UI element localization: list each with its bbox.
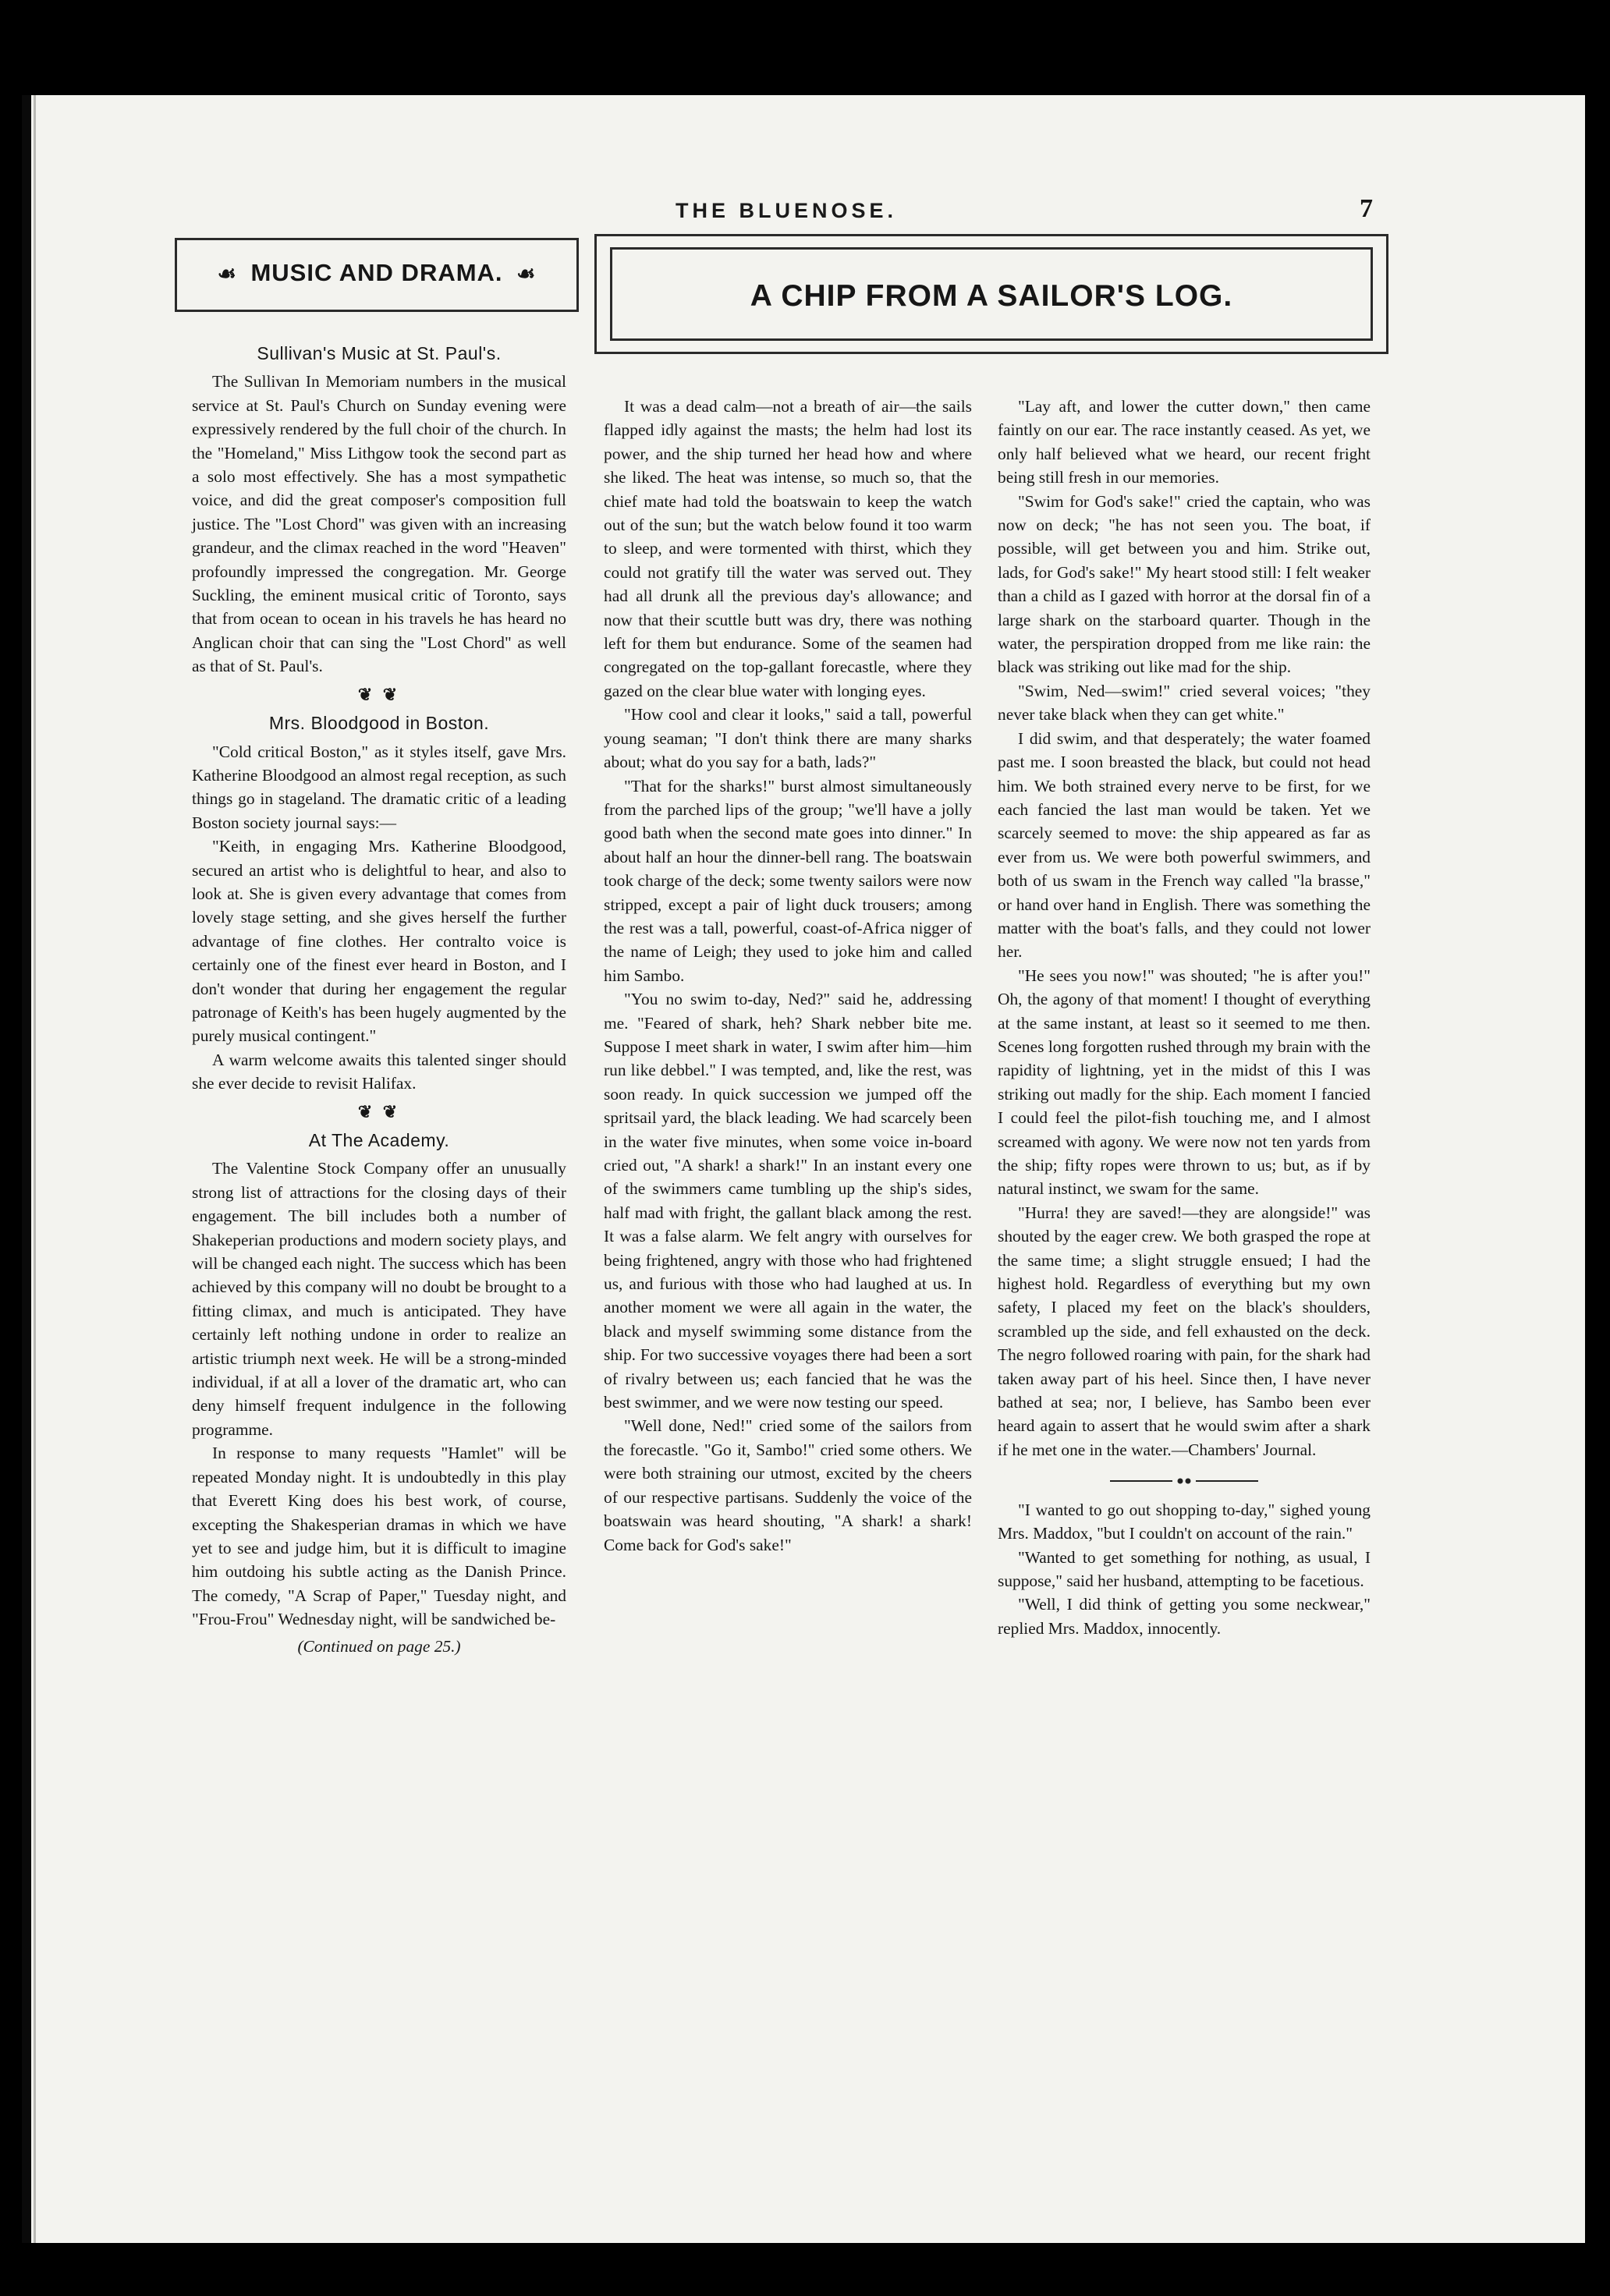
article-heading-bloodgood: Mrs. Bloodgood in Boston.	[268, 713, 490, 734]
anecdote-paragraph: "I wanted to go out shopping to-day," sighed young Mrs. Maddox, "but I couldn't on account of the rain."	[998, 1500, 1371, 1543]
article-paragraph: "Cold critical Boston," as it styles itself, gave Mrs. Katherine Bloodgood an almost regal reception, as such things go in stageland. The dramatic critic of a leading Boston society journal says:—	[192, 742, 566, 832]
story-paragraph: "You no swim to-day, Ned?" said he, addressing me. "Feared of shark, heh? Shark nebber bite me. Suppose I meet shark in water, I swim after him—him run like debbel." I was tempted, and, like the rest, was soon ready. In quick succession we jumped off the spritsail yard, the black leading. We had scarcely been in the water five minutes, when some voice in-board cried out, "A shark! a shark!" In an instant every one of the swimmers came tumbling up the ship's sides, half mad with fright, the gallant black among the rest. It was a false alarm. We felt angry with ourselves for being frightened, angry with those who had frightened us, and furious with those who had laughed at us. In another moment we were all again in the water, the black and myself swimming some distance from the ship. For two successive voyages there had been a sort of rivalry between us; each fancied that he was the best swimmer, and we were now testing our speed.	[604, 990, 972, 1412]
article-paragraph: The Sullivan In Memoriam numbers in the musical service at St. Paul's Church on Sunday evening were expressively rendered by the full choir of the church. In the "Homeland," Miss Lithgow took the second part as a solo most effectively. She has a most sympathetic voice, and did the great composer's composition full justice. The "Lost Chord" was given with an increasing grandeur, and the climax reached in the word "Heaven" profoundly impressed the congregation. Mr. George Suckling, the eminent musical critic of Toronto, says that from ocean to ocean in his travels he has heard no Anglican choir that can sing the "Lost Chord" as well as that of St. Paul's.	[192, 372, 566, 676]
story-paragraph: "How cool and clear it looks," said a tall, powerful young seaman; "I don't think there are many sharks about; what do you say for a bath, lads?"	[604, 705, 972, 772]
page-fold-line	[34, 95, 36, 2243]
story-end-rule	[998, 1469, 1371, 1493]
column-sailor-story-part-2	[998, 395, 1371, 1640]
section-separator-ornament: ❦ ❦	[357, 684, 401, 704]
music-and-drama-title	[177, 259, 576, 287]
sailor-story-title: A CHIP FROM A SAILOR'S LOG.	[750, 279, 1233, 313]
page-number: 7	[1360, 194, 1373, 223]
anecdote-paragraph: "Wanted to get something for nothing, as usual, I suppose," said her husband, attempting to be facetious.	[998, 1547, 1371, 1590]
music-and-drama-title-box	[175, 238, 579, 312]
continued-notice: (Continued on page 25.)	[297, 1636, 461, 1656]
article-heading-sullivan: Sullivan's Music at St. Paul's.	[257, 343, 502, 363]
anecdote-paragraph: "Well, I did think of getting you some neckwear," replied Mrs. Maddox, innocently.	[998, 1595, 1371, 1638]
dash-ornament-icon	[1110, 1476, 1258, 1486]
article-paragraph: In response to many requests "Hamlet" will be repeated Monday night. It is undoubtedly in this play that Everett King does his best work, of course, excepting the Shakesperian dramas in which we have yet to see and judge him, but it is difficult to imagine him outdoing his subtle acting as the Danish Prince. The comedy, "A Scrap of Paper," Tuesday night, and "Frou-Frou" Wednesday night, will be sandwiched be-	[192, 1444, 566, 1629]
running-head: THE BLUENOSE.	[675, 199, 898, 222]
article-paragraph: "Keith, in engaging Mrs. Katherine Bloodgood, secured an artist who is delightful to hear, and also to look at. She is given every advantage that comes from lovely stage setting, and she gives herself the further advantage of fine clothes. Her contralto voice is certainly one of the finest ever heard in Boston, and I don't wonder that during her engagement the regular patronage of Keith's has been hugely augmented by the purely musical contingent."	[192, 837, 566, 1046]
newspaper-page	[22, 95, 1585, 2243]
article-paragraph: A warm welcome awaits this talented singer should she ever decide to revisit Halifax.	[192, 1050, 566, 1093]
story-paragraph: "That for the sharks!" burst almost simultaneously from the parched lips of the group; "we'll have a jolly good bath when the second mate goes into dinner." In about half an hour the dinner-bell rang. The boatswain took charge of the deck; some twenty sailors were now stripped, except a pair of light duck trousers; among the rest was a tall, powerful, coast-of-Africa nigger of the name of Leigh; they used to joke him and called him Sambo.	[604, 776, 972, 985]
story-paragraph: "Swim, Ned—swim!" cried several voices; "they never take black when they can get white."	[998, 681, 1371, 725]
column-sailor-story-part-1	[604, 395, 972, 1557]
article-paragraph: The Valentine Stock Company offer an unusually strong list of attractions for the closing days of their engagement. The bill includes both a number of Shakeperian productions and modern society plays, and will be changed each night. The success which has been achieved by this company will no doubt be brought to a fitting climax, and much is anticipated. They have certainly left nothing undone in order to realize an artistic triumph next week. He will be a strong-minded individual, if at all a lover of the dramatic art, who can deny himself frequent indulgence in the following programme.	[192, 1159, 566, 1439]
story-paragraph: "Well done, Ned!" cried some of the sailors from the forecastle. "Go it, Sambo!" cried some others. We were both straining our utmost, excited by the cheers of our respective partisans. Suddenly the voice of the boatswain was heard shouting, "A shark! a shark! Come back for God's sake!"	[604, 1416, 972, 1554]
story-paragraph: I did swim, and that desperately; the water foamed past me. I soon breasted the black, but could not head him. We both strained every nerve to be first, for we each fancied the last man would be taken. Yet we scarcely seemed to move: the ship appeared as far as ever from us. We were both powerful swimmers, and both of us swam in the French way called "la brasse," or hand over hand in English. There was something the matter with the boat's falls, and they could not lower her.	[998, 728, 1371, 962]
story-paragraph: "He sees you now!" was shouted; "he is after you!" Oh, the agony of that moment! I thought of everything at the same instant, at least so it seemed to me then. Scenes long forgotten rushed through my brain with the rapidity of lightning, yet in the midst of this I was striking out madly for the ship. Each moment I fancied I could feel the pilot-fish touching me, and I almost screamed with agony. We were now not ten yards from the ship; fifty ropes were thrown to us; but, as if by natural instinct, we swam for the same.	[998, 966, 1371, 1199]
sailor-story-title-box	[610, 247, 1373, 341]
section-title-text: MUSIC AND DRAMA.	[250, 259, 503, 286]
leaf-ornament-icon: ☙	[516, 262, 537, 285]
story-paragraph: It was a dead calm—not a breath of air—the sails flapped idly against the masts; the helm had lost its power, and the ship turned her head how and where she liked. The heat was intense, so much so, that the chief mate had told the boatswain to keep the watch out of the sun; but the watch below found it too warm to sleep, and were tormented with thirst, which they could not gratify till the water was served out. They had all drunk all the previous day's allowance; and now that their scuttle butt was dry, there was nothing left for them but endurance. Some of the seamen had congregated on the top-gallant forecastle, where they gazed on the clear blue water with longing eyes.	[604, 397, 972, 700]
story-paragraph: "Lay aft, and lower the cutter down," then came faintly on our ear. The race instantly ceased. As yet, we only half believed what we heard, our recent fright being still fresh in our memories.	[998, 397, 1371, 487]
page-spine-edge	[22, 95, 31, 2243]
story-paragraph: "Swim for God's sake!" cried the captain, who was now on deck; "he has not seen you. The boat, if possible, will get between you and him. Strike out, lads, for God's sake!" My heart stood still: I felt weaker than a child as I gazed with horror at the dorsal fin of a large shark on the starboard quarter. Though in the water, the perspiration dropped from me like rain: the black was striking out like mad for the ship.	[998, 491, 1371, 677]
column-music-and-drama	[192, 337, 566, 1658]
leaf-ornament-icon: ☙	[217, 262, 237, 285]
section-separator-ornament: ❦ ❦	[357, 1101, 401, 1121]
article-heading-academy: At The Academy.	[308, 1130, 450, 1150]
story-paragraph: "Hurra! they are saved!—they are alongside!" was shouted by the eager crew. We both grasped the rope at the same time; a slight struggle ensued; I had the highest hold. Regardless of everything but my own safety, I placed my feet on the black's shoulders, scrambled up the side, and fell exhausted on the deck. The negro followed roaring with pain, for the shark had taken away part of his heel. Since then, I have never bathed at sea; nor, I believe, has Sambo been ever heard again to assert that he would swim after a shark if he met one in the water.—Chambers' Journal.	[998, 1203, 1371, 1459]
